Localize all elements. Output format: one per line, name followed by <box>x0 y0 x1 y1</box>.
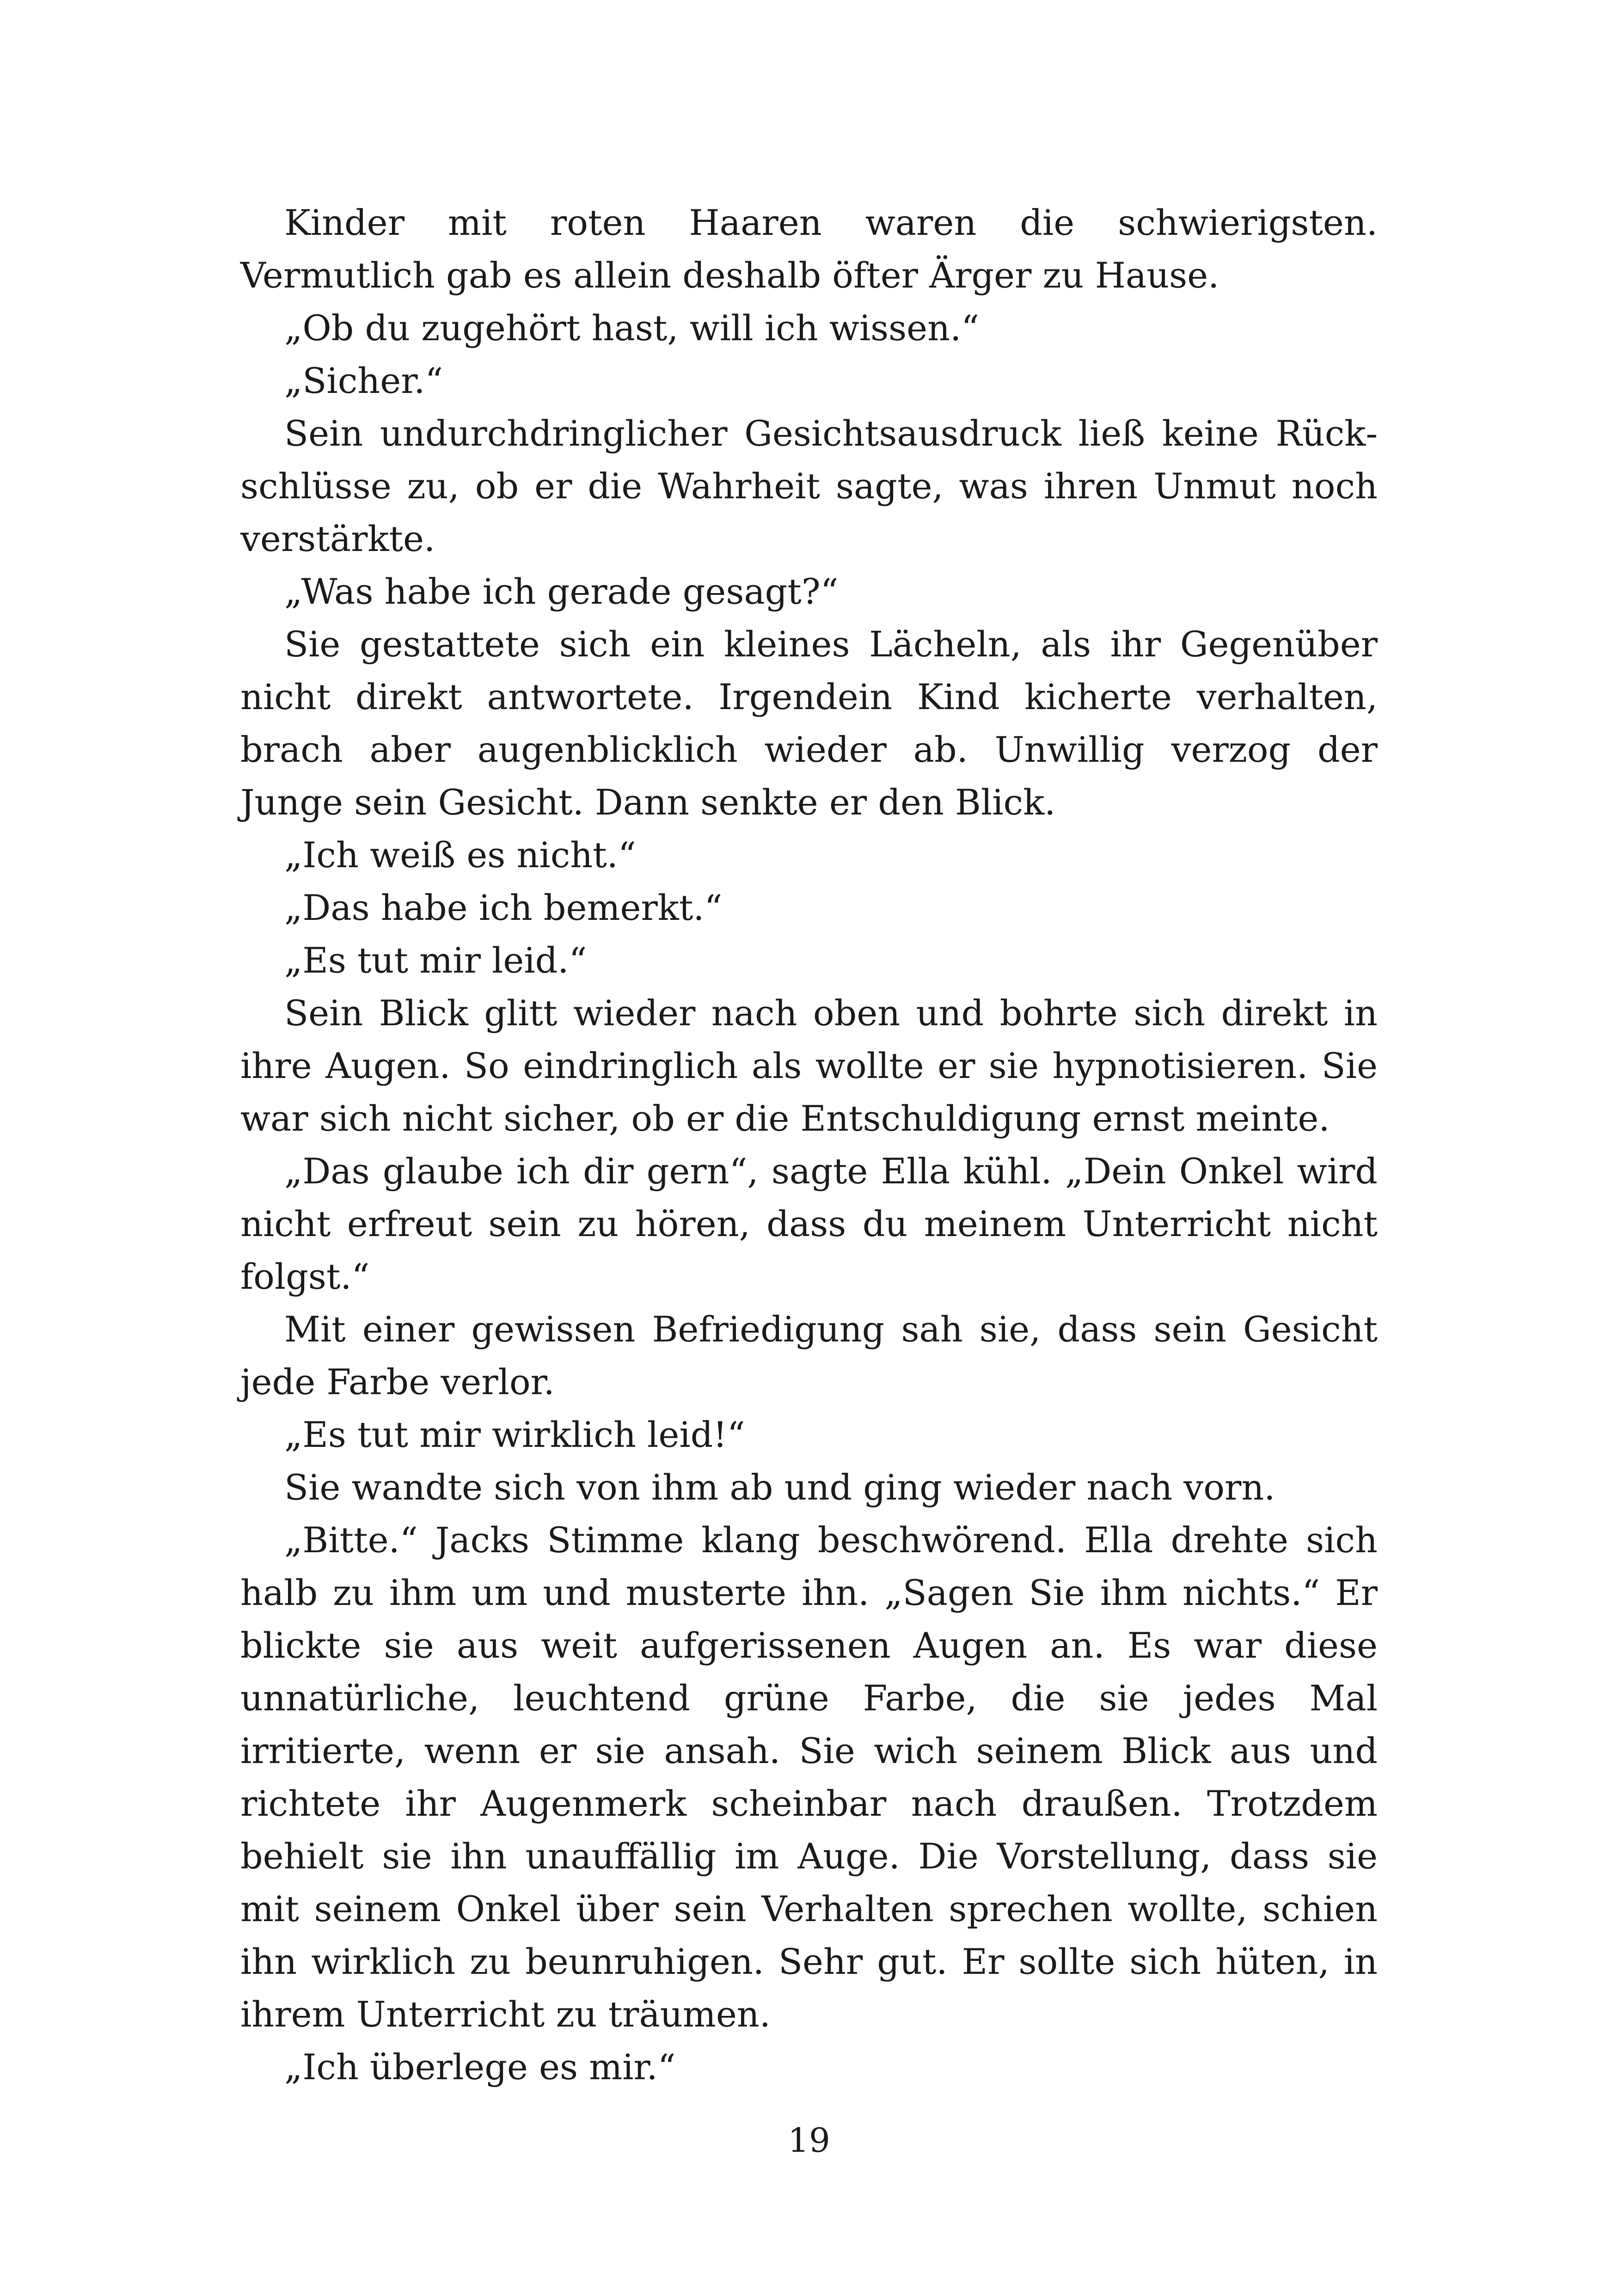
paragraph: „Ich weiß es nicht.“ <box>284 834 636 876</box>
body-text <box>240 196 1378 2094</box>
paragraph: Mit einer gewissen Befriedigung sah sie, dass sein Gesicht jede Farbe verlor. <box>240 1309 1378 1402</box>
paragraph: Sie wandte sich von ihm ab und ging wieder nach vorn. <box>284 1467 1275 1508</box>
paragraph: „Ich überlege es mir.“ <box>284 2046 676 2088</box>
paragraph: „Sicher.“ <box>284 360 443 401</box>
paragraph: „Das glaube ich dir gern“, sagte Ella kühl. „Dein Onkel wird nicht erfreut sein zu hören, dass du meinem Unterricht nicht folgst.“ <box>240 1151 1378 1297</box>
page-number: 19 <box>788 2121 830 2160</box>
paragraph: „Was habe ich gerade gesagt?“ <box>284 571 839 612</box>
paragraph: „Es tut mir wirklich leid!“ <box>284 1414 745 1455</box>
paragraph: Sein Blick glitt wieder nach oben und bohrte sich direkt in ihre Augen. So eindringlich als wollte er sie hypnotisieren. Sie war sich nicht sicher, ob er die Entschuldigung ernst meinte. <box>240 992 1378 1139</box>
paragraph: Sie gestattete sich ein kleines Lächeln, als ihr Gegenüber nicht direkt antwortete. Irgendein Kind kicherte verhalten, brach aber augenblicklich wieder ab. Unwillig verzog der Junge sein Gesicht. Dann senkte er den Blick. <box>240 624 1378 823</box>
paragraph: Sein undurchdringlicher Gesichtsausdruck ließ keine Rückschlüsse zu, ob er die Wahrheit sagte, was ihren Unmut noch verstärkte. <box>240 413 1378 559</box>
paragraph: „Ob du zugehört hast, will ich wissen.“ <box>284 307 980 349</box>
paragraph: „Es tut mir leid.“ <box>284 940 587 981</box>
paragraph: Kinder mit roten Haaren waren die schwierigsten. Vermutlich gab es allein deshalb öfter Ärger zu Hause. <box>240 202 1378 296</box>
paragraph: „Das habe ich bemerkt.“ <box>284 887 723 928</box>
paragraph: „Bitte.“ Jacks Stimme klang beschwörend. Ella drehte sich halb zu ihm um und musterte ihn. „Sagen Sie ihm nichts.“ Er blickte sie aus weit aufgerissenen Augen an. Es war diese unnatürliche, leuchtend grüne Farbe, die sie jedes Mal irritierte, wenn er sie ansah. Sie wich seinem Blick aus und richtete ihr Augenmerk scheinbar nach draußen. Trotzdem behielt sie ihn unauffällig im Auge. Die Vorstellung, dass sie mit seinem Onkel über sein Verhalten sprechen wollte, schien ihn wirklich zu beunruhigen. Sehr gut. Er sollte sich hüten, in ihrem Unterricht zu träumen. <box>240 1519 1378 2035</box>
